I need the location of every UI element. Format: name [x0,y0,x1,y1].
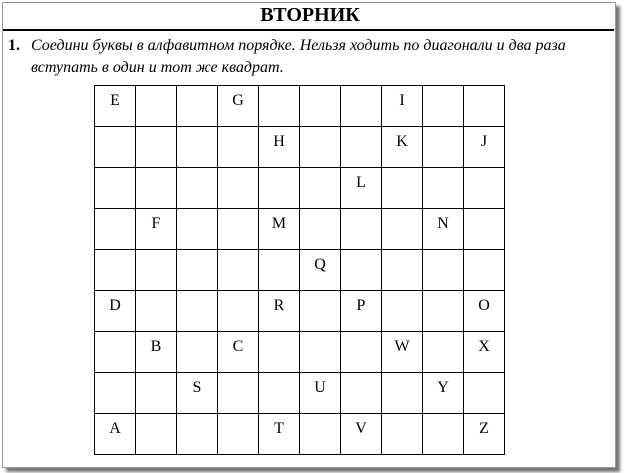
grid-cell[interactable] [177,332,218,373]
grid-cell[interactable] [341,250,382,291]
grid-cell[interactable] [218,250,259,291]
grid-cell[interactable] [382,291,423,332]
grid-cell[interactable] [136,250,177,291]
grid-cell[interactable] [218,291,259,332]
letter-grid [94,85,505,455]
grid-row [95,127,505,168]
grid-cell[interactable] [95,250,136,291]
grid-cell[interactable]: L [341,168,382,209]
grid-cell[interactable] [341,332,382,373]
grid-cell[interactable] [218,373,259,414]
grid-cell[interactable] [423,250,464,291]
grid-cell[interactable] [423,168,464,209]
grid-cell[interactable] [464,209,505,250]
grid-cell[interactable] [464,168,505,209]
grid-cell[interactable]: I [382,86,423,127]
grid-cell[interactable]: T [259,414,300,455]
grid-cell[interactable] [300,291,341,332]
grid-cell[interactable] [95,168,136,209]
grid-cell[interactable] [423,86,464,127]
grid-cell[interactable] [464,373,505,414]
grid-cell[interactable] [382,250,423,291]
grid-row [95,250,505,291]
grid-row [95,414,505,455]
grid-cell[interactable] [423,332,464,373]
grid-cell[interactable] [259,373,300,414]
grid-cell[interactable] [177,168,218,209]
grid-cell[interactable]: M [259,209,300,250]
grid-cell[interactable]: F [136,209,177,250]
grid-cell[interactable] [95,209,136,250]
grid-cell[interactable] [218,414,259,455]
grid-cell[interactable]: Q [300,250,341,291]
grid-cell[interactable] [95,332,136,373]
grid-cell[interactable] [177,414,218,455]
grid-cell[interactable] [300,414,341,455]
grid-cell[interactable]: C [218,332,259,373]
grid-cell[interactable]: D [95,291,136,332]
grid-cell[interactable] [382,414,423,455]
title-divider [3,29,614,31]
grid-cell[interactable] [464,250,505,291]
grid-cell[interactable] [218,127,259,168]
grid-cell[interactable]: W [382,332,423,373]
grid-cell[interactable] [423,291,464,332]
grid-cell[interactable] [259,250,300,291]
grid-row [95,373,505,414]
page-title: ВТОРНИК [260,4,360,26]
grid-cell[interactable] [177,127,218,168]
grid-cell[interactable] [177,209,218,250]
grid-cell[interactable] [423,414,464,455]
grid-cell[interactable] [177,86,218,127]
grid-cell[interactable] [136,291,177,332]
grid-cell[interactable] [300,332,341,373]
grid-cell[interactable]: B [136,332,177,373]
grid-cell[interactable] [423,127,464,168]
grid-cell[interactable]: O [464,291,505,332]
grid-cell[interactable]: Y [423,373,464,414]
task-number: 1. [8,37,20,54]
grid-row [95,168,505,209]
grid-cell[interactable] [177,291,218,332]
grid-cell[interactable] [218,168,259,209]
grid-cell[interactable] [136,86,177,127]
grid-cell[interactable]: E [95,86,136,127]
grid-row [95,209,505,250]
grid-cell[interactable]: K [382,127,423,168]
grid-cell[interactable]: J [464,127,505,168]
grid-cell[interactable] [95,373,136,414]
grid-cell[interactable] [218,209,259,250]
grid-cell[interactable] [341,209,382,250]
grid-cell[interactable] [341,86,382,127]
grid-cell[interactable]: X [464,332,505,373]
task-instruction: Соедини буквы в алфавитном порядке. Нельзя ходить по диагонали и два раза вступать в один и тот же квадрат. [31,37,566,76]
grid-cell[interactable] [382,373,423,414]
grid-cell[interactable]: R [259,291,300,332]
grid-cell[interactable] [95,127,136,168]
grid-cell[interactable]: S [177,373,218,414]
grid-cell[interactable] [464,86,505,127]
grid-cell[interactable]: P [341,291,382,332]
grid-cell[interactable] [136,127,177,168]
grid-cell[interactable]: V [341,414,382,455]
grid-cell[interactable] [341,373,382,414]
grid-cell[interactable] [259,332,300,373]
grid-cell[interactable] [177,250,218,291]
grid-cell[interactable]: H [259,127,300,168]
grid-row [95,291,505,332]
grid-cell[interactable]: U [300,373,341,414]
grid-cell[interactable] [136,414,177,455]
grid-cell[interactable]: Z [464,414,505,455]
grid-cell[interactable] [259,168,300,209]
grid-cell[interactable] [382,168,423,209]
grid-cell[interactable] [300,127,341,168]
grid-cell[interactable] [300,168,341,209]
grid-cell[interactable]: A [95,414,136,455]
grid-cell[interactable] [136,168,177,209]
grid-cell[interactable]: G [218,86,259,127]
grid-cell[interactable] [136,373,177,414]
grid-cell[interactable]: N [423,209,464,250]
grid-row [95,332,505,373]
grid-cell[interactable] [382,209,423,250]
grid-cell[interactable] [300,209,341,250]
grid-cell[interactable] [300,86,341,127]
grid-cell[interactable] [259,86,300,127]
grid-row [95,86,505,127]
grid-cell[interactable] [341,127,382,168]
